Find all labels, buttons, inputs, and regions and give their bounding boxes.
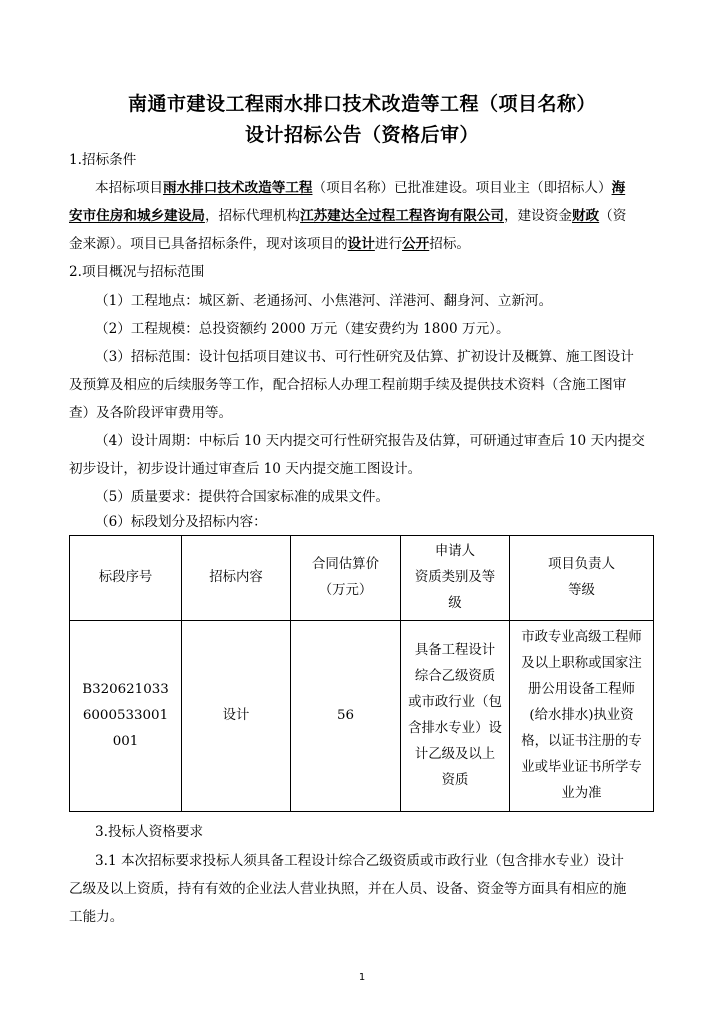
section3-line1: 3.1 本次招标要求投标人须具备工程设计综合乙级资质或市政行业（包含排水专业）设计	[95, 853, 624, 869]
section2-item3-line1: （3）招标范围：设计包括项目建议书、可行性研究及估算、扩初设计及概算、施工图设计	[95, 349, 634, 365]
header-text-line: 合同估算价	[312, 557, 379, 572]
cell-project-lead-grade	[510, 621, 654, 812]
cell-text-line: 及以上职称或国家注	[521, 656, 642, 671]
table-row	[70, 621, 654, 812]
text-run: 招标。	[429, 236, 471, 252]
cell-text-line: 计乙级及以上	[414, 747, 496, 762]
cell-text-line: 业为准	[561, 786, 602, 801]
header-applicant-qualification	[401, 536, 510, 621]
document-title-line1: 南通市建设工程雨水排口技术改造等工程（项目名称）	[127, 93, 596, 115]
section2-item2: （2）工程规模：总投资额约 2000 万元（建安费约为 1800 万元）。	[95, 321, 510, 337]
header-text-line: 等级	[568, 583, 595, 598]
text-run: （项目名称）已批准建设。项目业主（即招标人）	[312, 180, 612, 196]
cell-text-line: B320621033	[82, 682, 169, 697]
header-estimated-price	[291, 536, 401, 621]
text-run: 本招标项目	[95, 180, 163, 196]
cell-bid-content: 设计	[182, 621, 291, 812]
project-name: 雨水排口技术改造等工程	[162, 180, 313, 196]
cell-applicant-qualification	[401, 621, 510, 812]
text-run: ，招标代理机构	[204, 208, 301, 224]
header-project-lead-grade	[510, 536, 654, 621]
table-header-row	[70, 536, 654, 621]
section1-heading: 1.招标条件	[69, 152, 137, 168]
section2-item6: （6）标段划分及招标内容：	[95, 514, 267, 530]
header-section-code: 标段序号	[70, 536, 182, 621]
section1-para-line1	[95, 178, 625, 198]
section2-heading: 2.项目概况与招标范围	[69, 264, 205, 280]
fund-source: 财政	[571, 208, 600, 224]
cell-text-line: 6000533001	[82, 708, 169, 723]
header-text-line: 级	[448, 596, 462, 611]
owner-name-part2: 安市住房和城乡建设局	[69, 208, 205, 224]
text-run: ，建设资金	[504, 208, 572, 224]
header-text-line: 申请人	[434, 544, 476, 559]
bid-section-table	[69, 535, 654, 812]
text-run: 进行	[374, 236, 403, 252]
section1-para-line2	[69, 206, 626, 226]
cell-text-line: 册公用设备工程师	[527, 682, 636, 697]
cell-text-line: 市政专业高级工程师	[521, 630, 642, 645]
header-text-line: （万元）	[318, 583, 373, 598]
section3-line2: 乙级及以上资质，持有有效的企业法人营业执照，并在人员、设备、资金等方面具有相应的施	[69, 881, 627, 897]
section2-item1: （1）工程地点：城区新、老通扬河、小焦港河、洋港河、翻身河、立新河。	[95, 293, 553, 309]
header-bid-content: 招标内容	[182, 536, 291, 621]
section2-item5: （5）质量要求：提供符合国家标准的成果文件。	[95, 489, 390, 505]
agent-name: 江苏建达全过程工程咨询有限公司	[300, 208, 504, 224]
cell-text-line: 格，以证书注册的专	[521, 734, 642, 749]
section1-para-line3	[69, 234, 470, 254]
section2-item3-line2: 及预算及相应的后续服务等工作，配合招标人办理工程前期手续及提供技术资料（含施工图审	[69, 377, 627, 393]
cell-section-code	[70, 621, 182, 812]
cell-text-line: 资质	[441, 773, 469, 788]
header-text-line: 项目负责人	[548, 557, 615, 572]
header-text-line: 资质类别及等	[414, 570, 496, 585]
owner-name-part1: 海	[611, 180, 626, 196]
text-run: （资	[599, 208, 627, 224]
cell-text-line: 业或毕业证书所学专	[521, 760, 642, 775]
cell-text-line: 含排水专业）设	[408, 721, 502, 736]
page-number: 1	[358, 972, 366, 983]
bid-subject: 设计	[347, 236, 375, 252]
section2-item4-line2: 初步设计，初步设计通过审查后 10 天内提交施工图设计。	[69, 461, 422, 477]
cell-text-line: (给水排水)执业资	[529, 708, 634, 723]
section2-item4-line1: （4）设计周期：中标后 10 天内提交可行性研究报告及估算，可研通过审查后 10 天内提交	[95, 433, 645, 449]
section2-item3-line3: 查）及各阶段评审费用等。	[69, 405, 233, 421]
cell-text-line: 综合乙级资质	[414, 669, 496, 684]
cell-text-line: 或市政行业（包	[408, 695, 502, 710]
section3-heading: 3.投标人资格要求	[95, 824, 204, 840]
bid-method: 公开	[402, 236, 430, 252]
section3-line3: 工能力。	[69, 909, 124, 925]
cell-text-line: 001	[112, 734, 139, 749]
document-title-line2: 设计招标公告（资格后审）	[244, 124, 479, 146]
text-run: 金来源）。项目已具备招标条件，现对该项目的	[69, 236, 348, 252]
cell-estimated-price: 56	[291, 621, 401, 812]
cell-text-line: 具备工程设计	[414, 643, 496, 658]
